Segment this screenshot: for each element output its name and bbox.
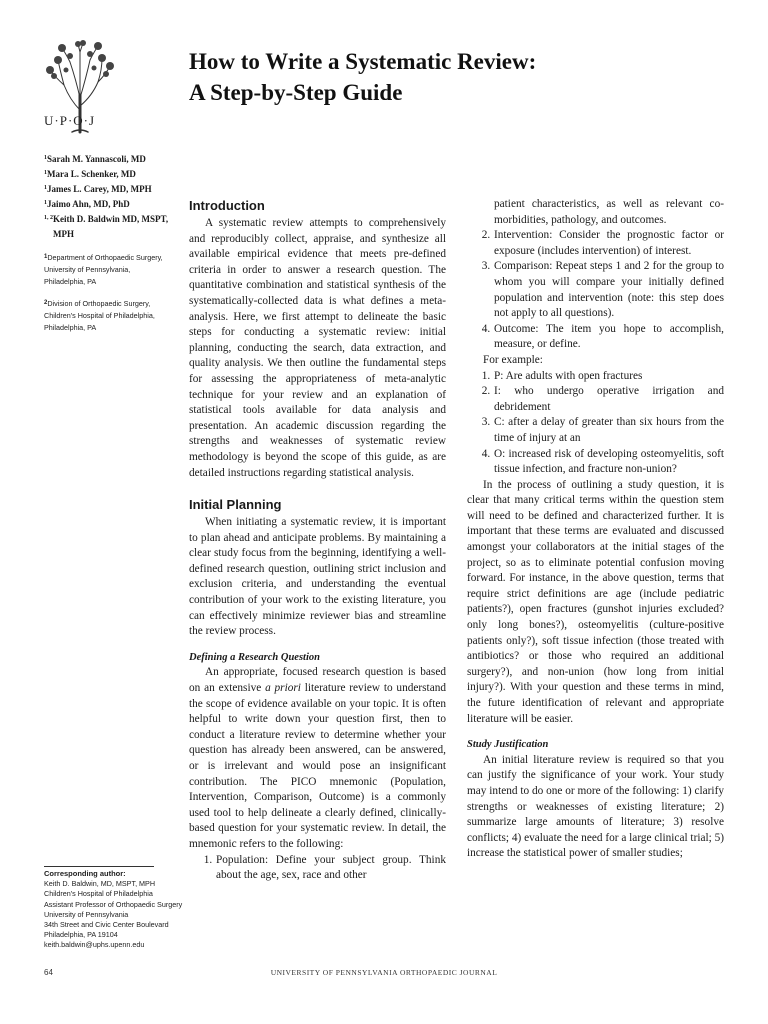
- list-item: 1. P: Are adults with open fractures: [493, 369, 724, 385]
- list-item: 4. Outcome: The item you hope to accomplish, measure, or define.: [493, 322, 724, 353]
- article-title: [189, 46, 536, 108]
- body-column-right: [467, 197, 724, 862]
- body-column-left: [189, 197, 446, 884]
- author: $^1$James L. Carey, MD, MPH: [44, 184, 152, 194]
- title-line-1: How to Write a Systematic Review:: [189, 49, 537, 74]
- subsection-heading-research-question: Defining a Research Question: [189, 651, 320, 663]
- paragraph: A systematic review attempts to comprehensively and reproducibly collect, appraise, and synthesize all available empirical evidence that meets pre-defined criteria in order to answer a research question. The quantitative combination and statistical synthesis of the systematically-collected data is what defines a meta-analysis. Here, we first attempt to delineate the basic steps for conducting a systematic review: initial planning, conducting the search, data extraction, and quality analysis. We then outline the fundamental steps for assessing the appropriateness of meta-analytic technique for your review and an explanation of statistical tools available for data analysis and presentation. An academic discussion regarding the strengths and weaknesses of systematic review methodology is beyond the scope of this guide, as are detailed instructions regarding statistical analysis.: [189, 217, 446, 479]
- affiliations: [44, 252, 184, 344]
- affiliation: $^1$Department of Orthopaedic Surgery, University of Pennsylvania, Philadelphia, PA: [44, 253, 163, 286]
- section-heading-initial-planning: Initial Planning: [189, 497, 282, 513]
- affiliation: $^2$Division of Orthopaedic Surgery, Children's Hospital of Philadelphia, Philadelphia, PA: [44, 299, 155, 332]
- divider: [44, 866, 154, 867]
- paragraph: For example:: [483, 353, 543, 366]
- paragraph: An initial literature review is required so that you can justify the significance of your work. Your study may intend to do one or more of the following: 1) clarify strengths or weaknesses of existing literature; 2) summarize large amounts of literature; 3) resolve conflicts; 4) evaluate the need for a large clinical trial; 5) increase the statistical power of smaller studies;: [467, 753, 724, 860]
- author-list: [44, 152, 184, 242]
- author: $^1$Mara L. Schenker, MD: [44, 169, 136, 179]
- corresponding-author-box: Corresponding author: Keith D. Baldwin, MD, MSPT, MPH Children's Hospital of Philadelphia Assistant Professor of Orthopaedic Surgery University of Pennsylvania 34th Street and Civic Center Boulevard Philadelphia, PA 19104 keith.baldwin@uphs.upenn.edu: [44, 866, 189, 951]
- list-item: patient characteristics, as well as relevant co-morbidities, pathology, and outcomes.: [494, 198, 724, 226]
- page-number: 64: [44, 968, 53, 977]
- journal-footer: UNIVERSITY OF PENNSYLVANIA ORTHOPAEDIC JOURNAL: [270, 968, 498, 977]
- pico-list-continued: [467, 197, 724, 228]
- list-item: 3. C: after a delay of greater than six hours from the time of injury at an: [493, 415, 724, 446]
- author: $^1$Sarah M. Yannascoli, MD: [44, 154, 146, 164]
- title-line-2: A Step-by-Step Guide: [189, 80, 403, 105]
- pico-list: [189, 853, 446, 884]
- author: $^{1, 2}$Keith D. Baldwin MD, MSPT,: [44, 214, 169, 224]
- list-item: 2. Intervention: Consider the prognostic factor or exposure (includes intervention) of interest.: [493, 228, 724, 259]
- paragraph: An appropriate, focused research question is based on an extensive a priori literature review to understand the scope of evidence available on your topic. It is often helpful to write down your question first, then to conduct a literature review to determine whether your question has already been answered, can be answered, or is irrelevant and would pose an insignificant contribution. The PICO mnemonic (Population, Intervention, Comparison, Outcome) is a commonly used tool to help delineate a clearly defined, clinically-based question for your systematic review. In detail, the mnemonic refers to the following:: [189, 666, 446, 850]
- paragraph: When initiating a systematic review, it is important to plan ahead and anticipate problems. By maintaining a clear study focus from the beginning, identifying a well-defined research question, outlining strict inclusion and exclusion criteria, and understanding the eventual contribution of your work to the existing literature, you can effectively minimize reviewer bias and streamline the review process.: [189, 516, 446, 638]
- list-item: 2. I: who undergo operative irrigation and debridement: [493, 384, 724, 415]
- logo-text: U·P·O·J: [44, 113, 96, 128]
- author-email-link[interactable]: keith.baldwin@uphs.upenn.edu: [44, 940, 145, 950]
- paragraph: In the process of outlining a study question, it is clear that many critical terms within the question stem will need to be defined and characterized further. It is important that these terms are evaluated and discussed amongst your collaborators at the initial stages of the project, so as to eliminate potential confusion moving forward. For instance, in the above question, terms that require strict definitions are age (include pediatric patients?), open fractures (gunshot injuries excluded? only long bones?), osteomyelitis (culture-positive patients only?), soft tissue infection (those treated with antibiotics? or those who required an additional surgery?), and non-union (how long from initial injury?). With your question and these terms in mind, the future identification of relevant and appropriate literature will be easier.: [467, 478, 724, 725]
- list-item: 3. Comparison: Repeat steps 1 and 2 for the group to whom you will compare your initially defined population and intervention (note: this step does not apply to all questions).: [493, 259, 724, 321]
- corresponding-author-title: Corresponding author:: [44, 869, 126, 878]
- pico-list: [467, 228, 724, 353]
- example-list: [467, 369, 724, 478]
- section-heading-introduction: Introduction: [189, 198, 265, 213]
- author-continued: MPH: [53, 229, 74, 239]
- list-item: 1. Population: Define your subject group. Think about the age, sex, race and other: [215, 853, 446, 884]
- author: $^1$Jaimo Ahn, MD, PhD: [44, 199, 130, 209]
- subsection-heading-study-justification: Study Justification: [467, 739, 549, 751]
- list-item: 4. O: increased risk of developing osteomyelitis, soft tissue infection, and fracture non-union?: [493, 447, 724, 478]
